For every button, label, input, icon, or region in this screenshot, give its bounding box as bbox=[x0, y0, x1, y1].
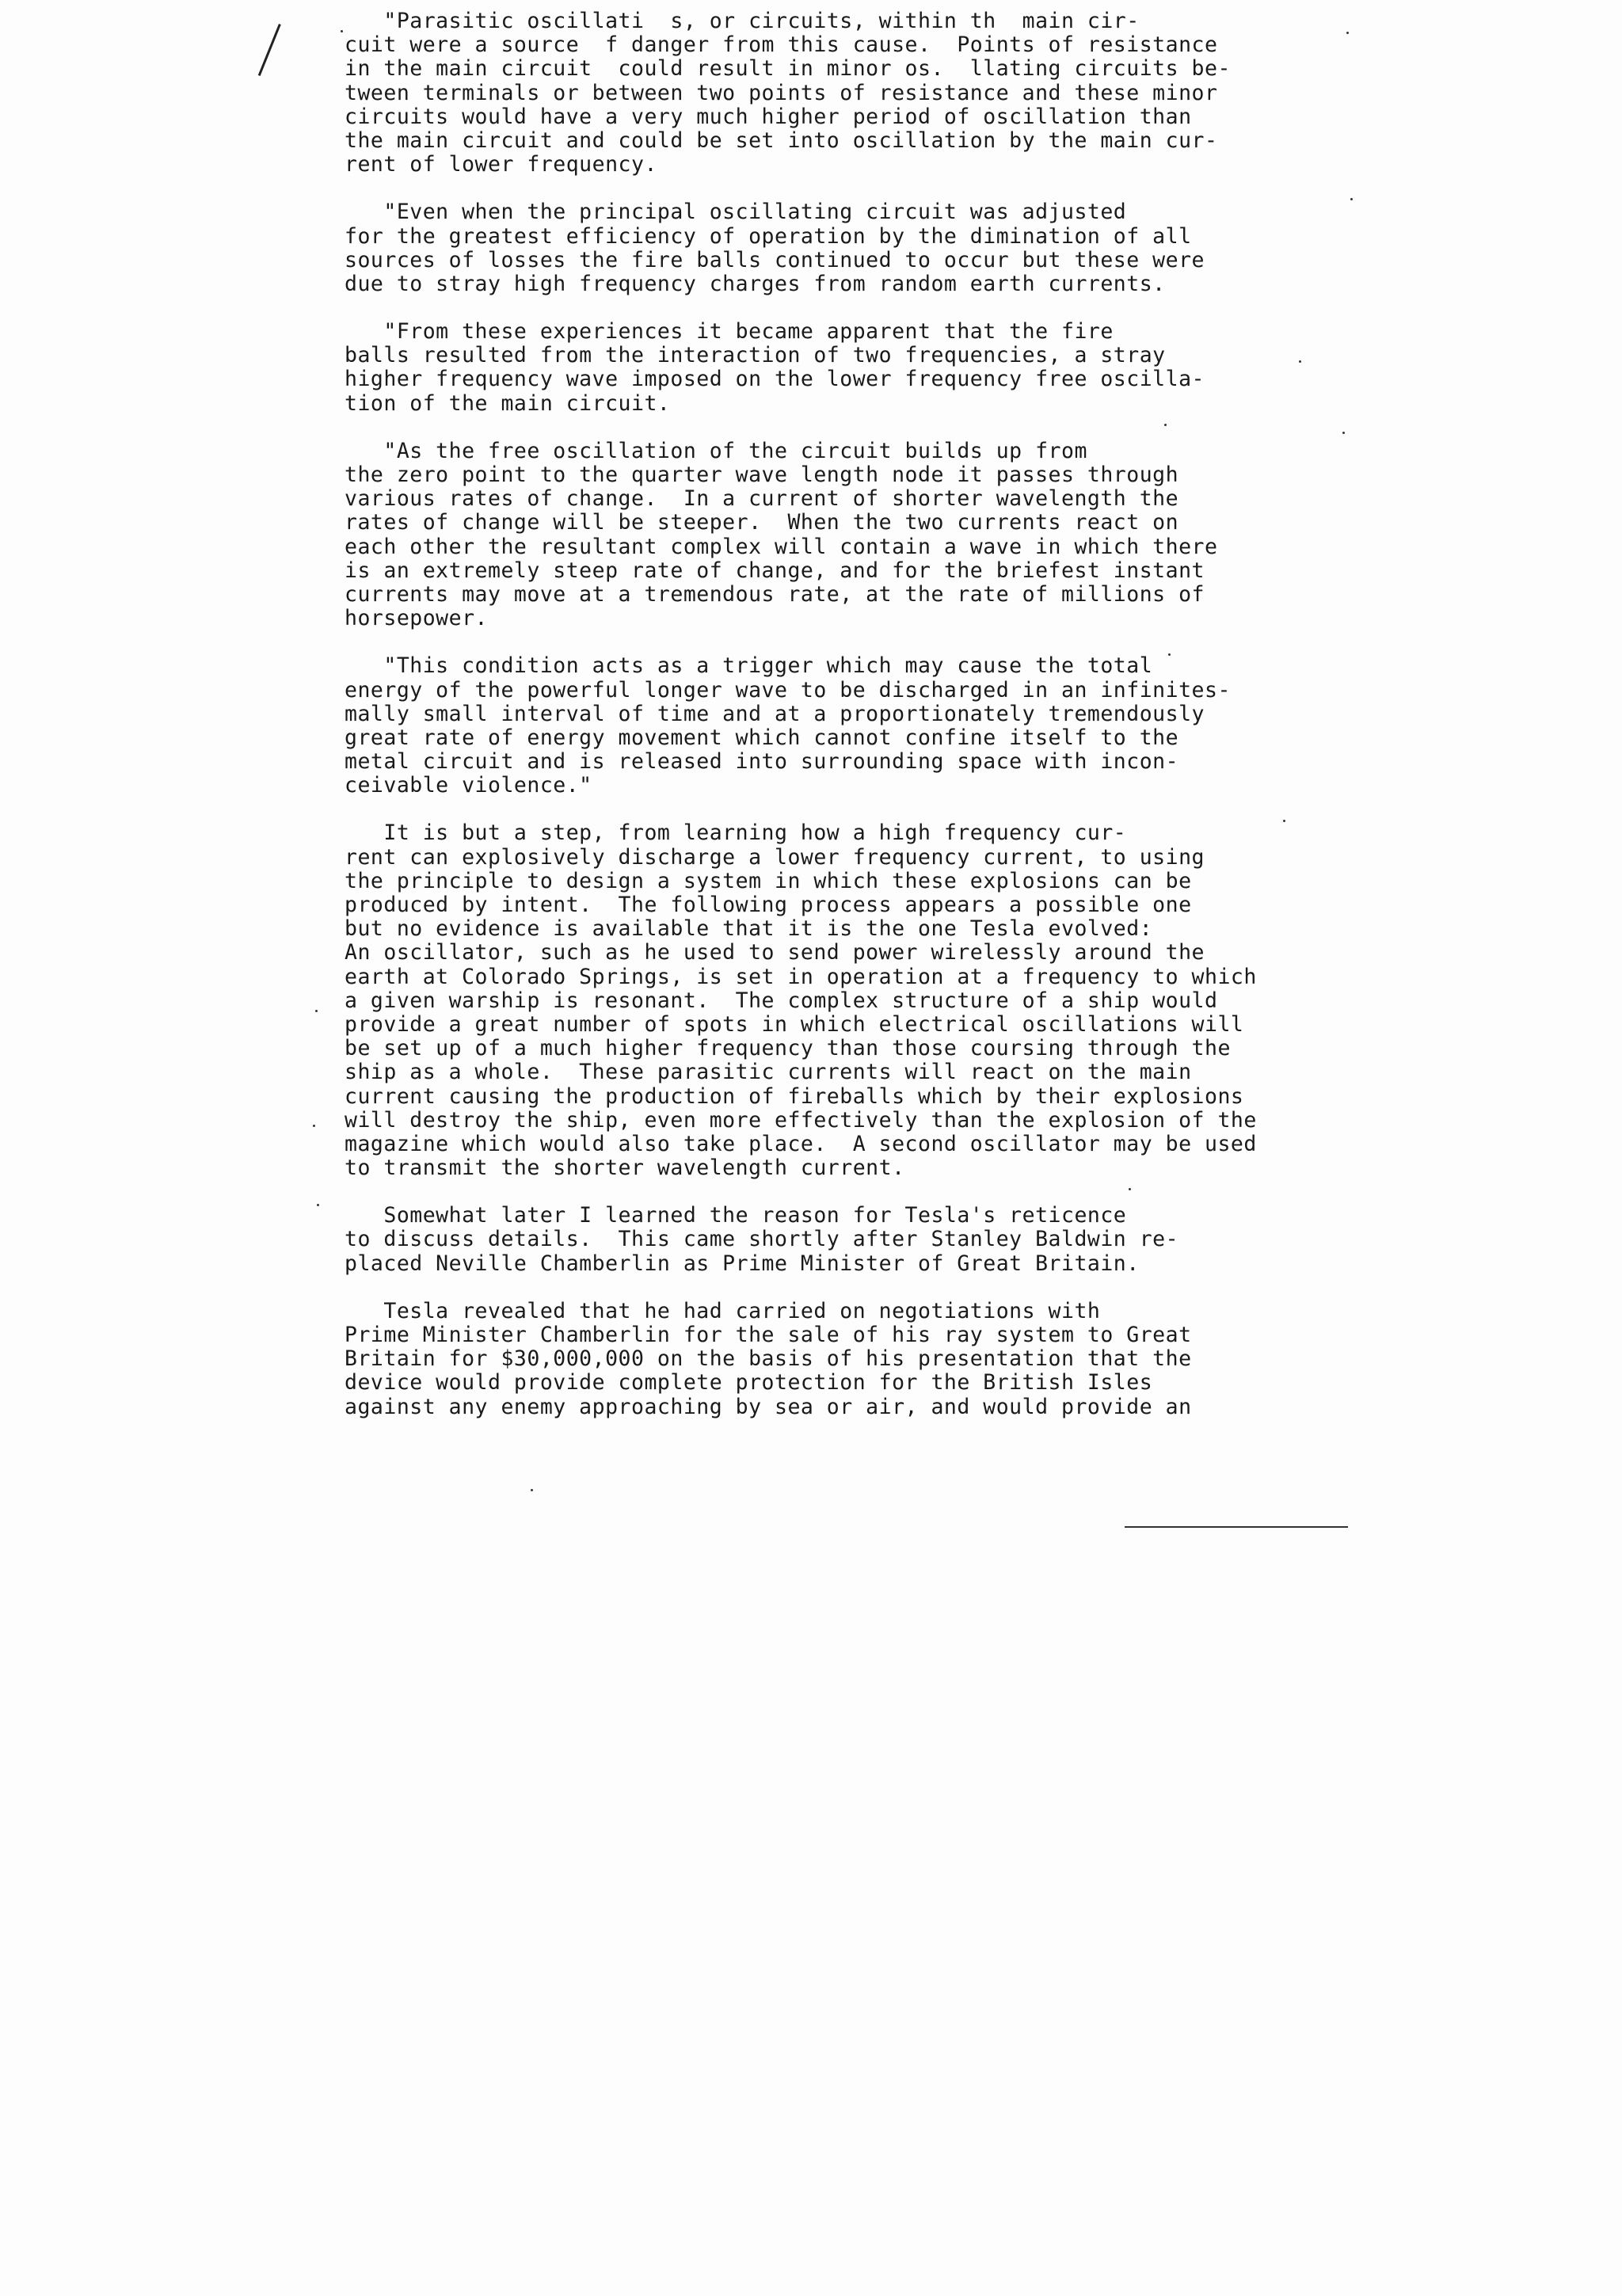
text-line: but no evidence is available that it is the one Tesla evolved: bbox=[345, 916, 1153, 942]
scan-speck bbox=[1342, 432, 1345, 434]
text-line: rent can explosively discharge a lower frequency current, to using bbox=[345, 844, 1205, 870]
text-line: energy of the powerful longer wave to be discharged in an infinites- bbox=[345, 677, 1231, 703]
text-line: ship as a whole. These parasitic currents will react on the main bbox=[345, 1060, 1192, 1085]
text-line: "From these experiences it became apparent that the fire bbox=[345, 319, 1114, 345]
text-line: placed Neville Chamberlin as Prime Minister of Great Britain. bbox=[345, 1251, 1140, 1276]
paragraph bbox=[345, 1204, 1374, 1276]
paragraph bbox=[345, 654, 1374, 798]
scan-speck bbox=[531, 1489, 533, 1491]
text-line: tion of the main circuit. bbox=[345, 390, 671, 416]
text-line: Somewhat later I learned the reason for Tesla's reticence bbox=[345, 1203, 1127, 1228]
text-line: metal circuit and is released into surrounding space with incon- bbox=[345, 749, 1179, 775]
scan-speck bbox=[1129, 1188, 1131, 1190]
text-line: device would provide complete protection for the British Isles bbox=[345, 1370, 1153, 1395]
scan-speck bbox=[1283, 820, 1285, 822]
text-line: It is but a step, from learning how a high frequency cur- bbox=[345, 821, 1127, 846]
text-line: ceivable violence." bbox=[345, 773, 592, 798]
text-line: to discuss details. This came shortly after Stanley Baldwin re- bbox=[345, 1227, 1179, 1252]
text-line: earth at Colorado Springs, is set in operation at a frequency to which bbox=[345, 964, 1257, 989]
text-line: Tesla revealed that he had carried on negotiations with bbox=[345, 1298, 1101, 1323]
text-line: will destroy the ship, even more effectively than the explosion of the bbox=[345, 1107, 1257, 1133]
text-line: "Even when the principal oscillating circuit was adjusted bbox=[345, 200, 1127, 225]
typewritten-text bbox=[345, 10, 1374, 1443]
text-line: rent of lower frequency. bbox=[345, 152, 657, 177]
scan-speck bbox=[341, 30, 343, 32]
text-line: "As the free oscillation of the circuit builds up from bbox=[345, 438, 1087, 463]
text-line: due to stray high frequency charges from random earth currents. bbox=[345, 271, 1166, 296]
text-line: currents may move at a tremendous rate, at the rate of millions of bbox=[345, 581, 1205, 607]
footer-rule-gap bbox=[1053, 1526, 1125, 1528]
text-line: to transmit the shorter wavelength current. bbox=[345, 1156, 905, 1181]
text-line: tween terminals or between two points of resistance and these minor bbox=[345, 80, 1218, 105]
text-line: the principle to design a system in which these explosions can be bbox=[345, 868, 1192, 893]
margin-pen-mark bbox=[258, 24, 281, 76]
paragraph bbox=[345, 1300, 1374, 1419]
text-line: rates of change will be steeper. When the two currents react on bbox=[345, 510, 1179, 535]
scan-speck bbox=[315, 1010, 318, 1012]
scan-speck bbox=[1164, 424, 1167, 426]
scan-speck bbox=[317, 1204, 319, 1206]
text-line: magazine which would also take place. A second oscillator may be used bbox=[345, 1131, 1257, 1156]
text-line: "This condition acts as a trigger which may cause the total bbox=[345, 653, 1153, 679]
text-line: the zero point to the quarter wave length node it passes through bbox=[345, 463, 1179, 487]
text-line: in the main circuit could result in minor os. llating circuits be- bbox=[345, 56, 1231, 82]
text-line: sources of losses the fire balls continued to occur but these were bbox=[345, 247, 1205, 272]
paragraph bbox=[345, 440, 1374, 631]
text-line: be set up of a much higher frequency than those coursing through the bbox=[345, 1036, 1231, 1061]
text-line: cuit were a source f danger from this cause. Points of resistance bbox=[345, 32, 1218, 58]
text-line: mally small interval of time and at a proportionately tremendously bbox=[345, 701, 1205, 726]
text-line: balls resulted from the interaction of two frequencies, a stray bbox=[345, 343, 1166, 368]
text-line: current causing the production of fireballs which by their explosions bbox=[345, 1083, 1244, 1109]
text-line: provide a great number of spots in which electrical oscillations will bbox=[345, 1011, 1244, 1037]
text-line: various rates of change. In a current of shorter wavelength the bbox=[345, 486, 1179, 512]
text-line: "Parasitic oscillati s, or circuits, within th main cir- bbox=[345, 9, 1140, 33]
text-line: Britain for $30,000,000 on the basis of his presentation that the bbox=[345, 1346, 1192, 1372]
text-line: An oscillator, such as he used to send power wirelessly around the bbox=[345, 940, 1205, 965]
scan-speck bbox=[1168, 653, 1171, 656]
text-line: each other the resultant complex will contain a wave in which there bbox=[345, 534, 1218, 559]
scan-speck bbox=[1346, 32, 1349, 34]
text-line: produced by intent. The following process appears a possible one bbox=[345, 893, 1192, 917]
paragraph bbox=[345, 200, 1374, 296]
text-line: great rate of energy movement which cannot confine itself to the bbox=[345, 725, 1179, 750]
paragraph bbox=[345, 320, 1374, 416]
scan-speck bbox=[1299, 360, 1301, 363]
scan-speck bbox=[313, 1125, 315, 1127]
text-line: against any enemy approaching by sea or air, and would provide an bbox=[345, 1394, 1192, 1419]
paragraph bbox=[345, 10, 1374, 177]
paragraph bbox=[345, 821, 1374, 1180]
text-line: horsepower. bbox=[345, 606, 488, 631]
text-line: circuits would have a very much higher period of oscillation than bbox=[345, 104, 1192, 129]
text-line: a given warship is resonant. The complex structure of a ship would bbox=[345, 988, 1218, 1013]
text-line: higher frequency wave imposed on the lower frequency free oscilla- bbox=[345, 367, 1205, 392]
text-line: Prime Minister Chamberlin for the sale of his ray system to Great bbox=[345, 1323, 1192, 1347]
text-line: for the greatest efficiency of operation by the dimination of all bbox=[345, 223, 1192, 249]
scan-speck bbox=[1350, 198, 1353, 200]
text-line: is an extremely steep rate of change, and for the briefest instant bbox=[345, 558, 1205, 583]
text-line: the main circuit and could be set into oscillation by the main cur- bbox=[345, 128, 1218, 153]
